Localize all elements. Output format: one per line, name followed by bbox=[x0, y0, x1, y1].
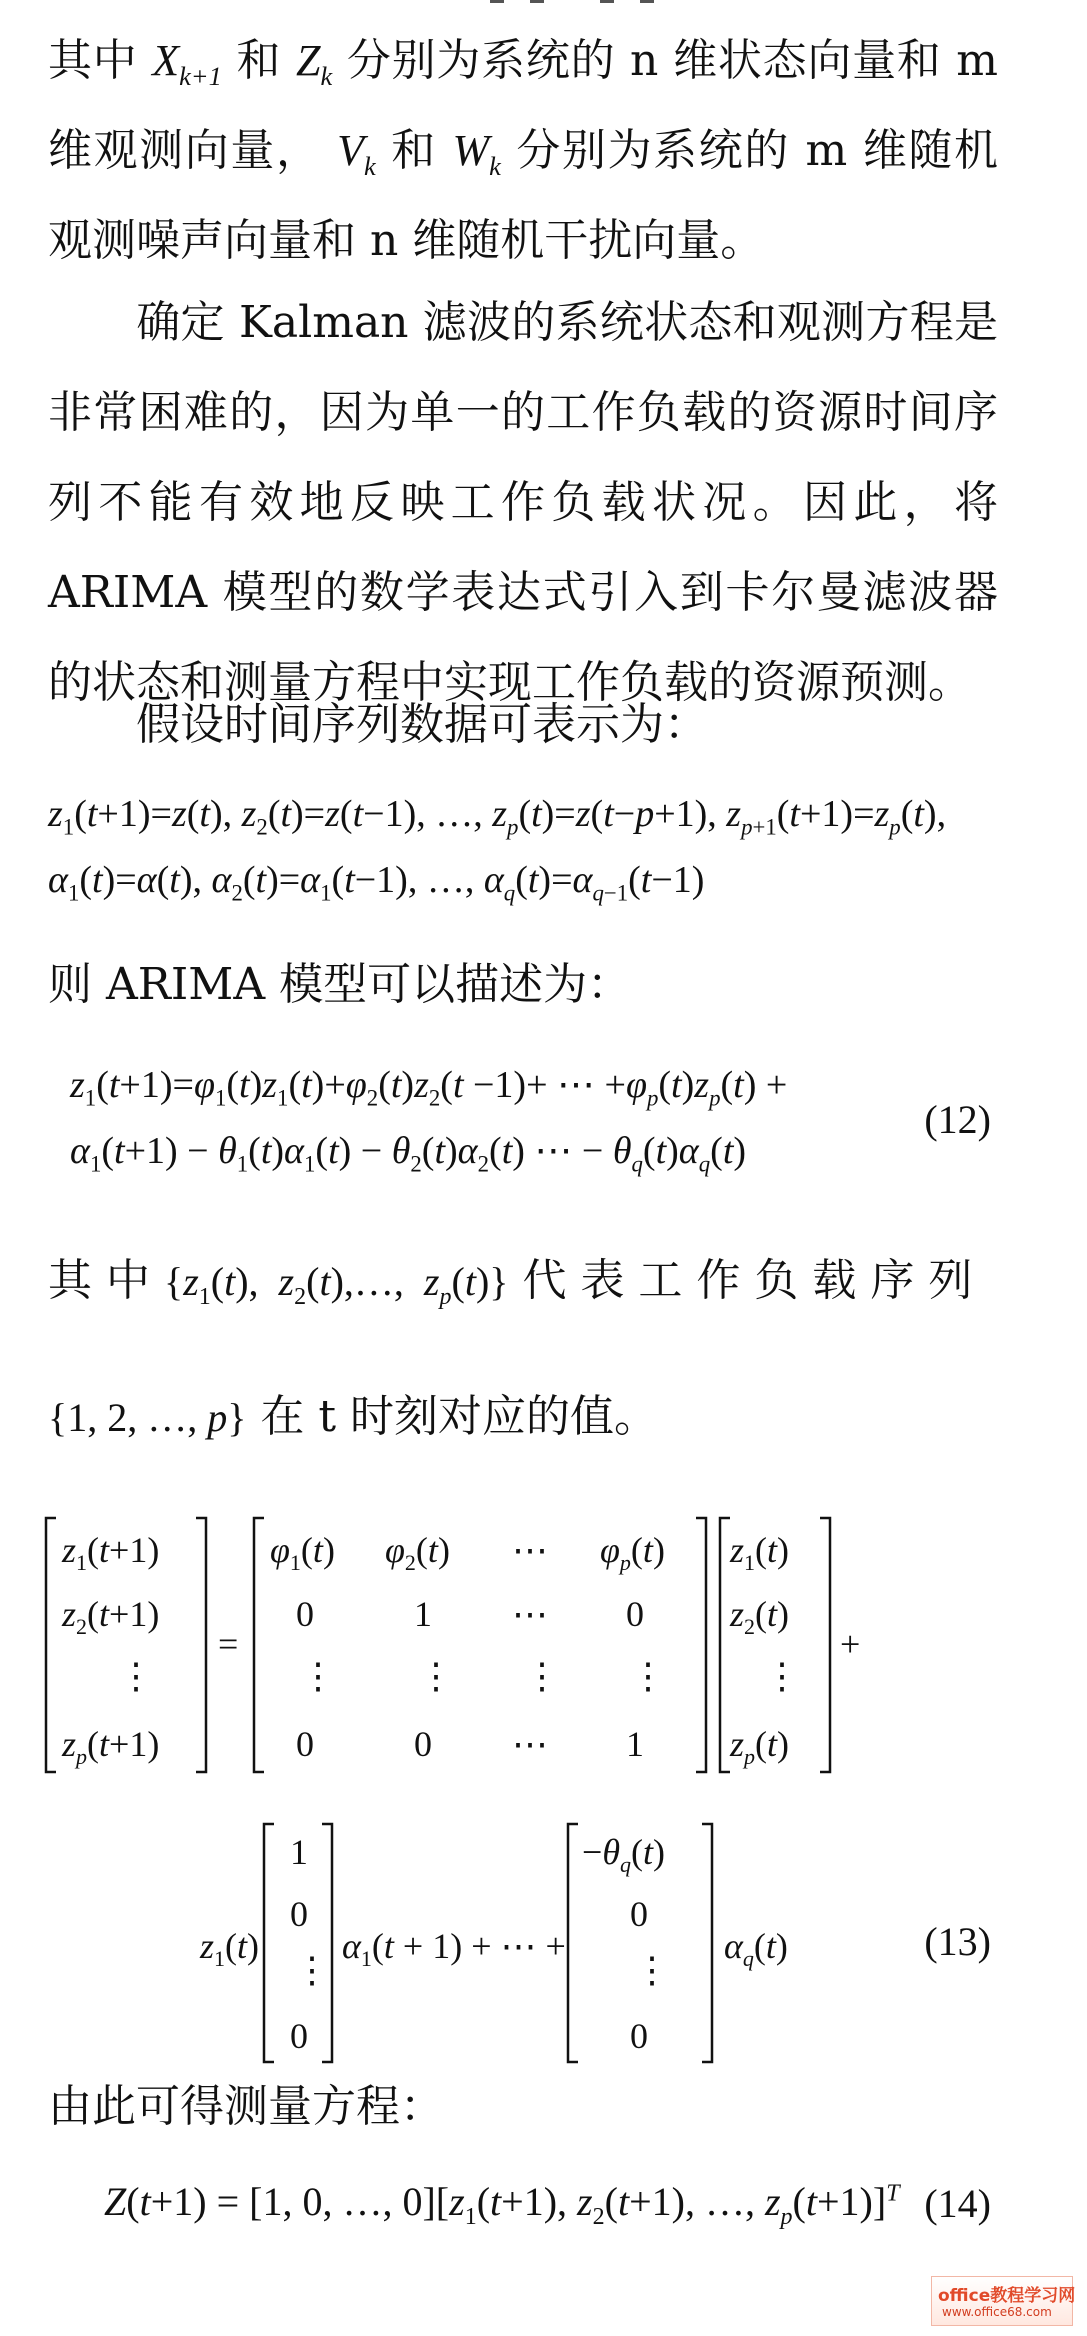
symbol-w: $W_k$ bbox=[452, 126, 501, 181]
paragraph-variable-definitions bbox=[48, 16, 998, 286]
cropped-header-marks bbox=[470, 0, 670, 10]
svg-text:⋮: ⋮ bbox=[524, 1656, 560, 1696]
paragraph-kalman-arima: 确定 Kalman 滤波的系统状态和观测方程是非常困难的，因为单一的工作负载的资源时间序列不能有效地反映工作负载状况。因此，将 ARIMA 模型的数学表达式引入到卡尔曼滤波器的状态和测量方程中实现工作负载的资源预测。 bbox=[48, 297, 998, 708]
svg-text:z1(t): $z_1(t)$ bbox=[730, 1530, 790, 1575]
svg-text:0: 0 bbox=[626, 1594, 644, 1634]
svg-text:0: 0 bbox=[630, 1894, 648, 1934]
site-watermark bbox=[931, 2276, 1076, 2326]
svg-text:z1(t+1): $z_1(t+1)$ bbox=[62, 1530, 160, 1575]
paragraph-arima-description: 则 ARIMA 模型可以描述为： bbox=[48, 959, 632, 1010]
symbol-x: $X_{k+1}$ bbox=[152, 36, 222, 91]
svg-text:z2(t+1): $z_2(t+1)$ bbox=[62, 1594, 160, 1639]
svg-text:1: 1 bbox=[290, 1832, 308, 1872]
svg-text:zp(t): $z_p(t)$ bbox=[730, 1724, 790, 1769]
svg-text:⋮: ⋮ bbox=[418, 1656, 454, 1696]
svg-text:⋮: ⋮ bbox=[764, 1656, 800, 1696]
svg-text:⋯: ⋯ bbox=[512, 1530, 548, 1570]
equation-14: Z(t+1) = [1, 0, …, $0][z_1(t+1)$, $z_2(t+1)$, …, $z_p(t+1)]^T$ bbox=[104, 2179, 900, 2230]
equation-13-matrix-part2 bbox=[190, 1818, 830, 2068]
svg-text:1: 1 bbox=[414, 1594, 432, 1634]
text-run: 和 bbox=[375, 125, 453, 176]
paragraph-sequence-meaning: 其 中 {$z_1(t)$, $z_2(t),\dots$, $z_p(t)$} 代 表 工 作 负 载 序 列 bbox=[48, 1255, 973, 1310]
svg-text:⋯: ⋯ bbox=[512, 1594, 548, 1634]
svg-text:−θq(t): $-\theta_q(t)$ bbox=[582, 1832, 666, 1877]
equation-12-line2: $\alpha_1(t+1) - \theta_1(t)\alpha_1(t) - \theta_2(t)\alpha_2(t)$ ⋯ − $\theta_q(t)\alpha_q(t)$ bbox=[70, 1130, 747, 1177]
svg-text:=: = bbox=[218, 1624, 239, 1664]
equation-13-matrix-part1 bbox=[40, 1510, 940, 1780]
paragraph-time-value: {1, 2, …, p} 在 t 时刻对应的值。 bbox=[48, 1391, 659, 1442]
svg-text:z2(t): $z_2(t)$ bbox=[730, 1594, 790, 1639]
svg-text:1: 1 bbox=[626, 1724, 644, 1764]
text-run: 分别为系统的 n 维状态向量和 m 维观测向量， bbox=[48, 35, 998, 176]
svg-text:⋮: ⋮ bbox=[294, 1950, 330, 1990]
svg-text:⋮: ⋮ bbox=[630, 1656, 666, 1696]
text-run: 和 bbox=[221, 35, 296, 86]
equation-number-12: (12) bbox=[924, 1097, 991, 1142]
svg-text:φ1(t): $\varphi_1(t)$ bbox=[270, 1530, 335, 1575]
svg-text:0: 0 bbox=[290, 2016, 308, 2056]
svg-text:φ2(t): $\varphi_2(t)$ bbox=[385, 1530, 450, 1575]
svg-text:0: 0 bbox=[296, 1594, 314, 1634]
svg-text:α1(t + 1) + ⋯ +: $\alpha_1(t + 1)$ + ⋯ + bbox=[342, 1926, 566, 1971]
svg-text:+: + bbox=[840, 1624, 861, 1664]
svg-text:0: 0 bbox=[296, 1724, 314, 1764]
text-run: 分别为系统的 m 维随机观测噪声向量和 n 维随机干扰向量。 bbox=[48, 125, 998, 266]
equation-number-14: (14) bbox=[924, 2181, 991, 2226]
watermark-url: www.office68.com bbox=[942, 2305, 1052, 2319]
equation-state-definition-line1: $z_1(t+1)=z(t)$, $z_2(t)=z(t-1)$, …, $z_p(t)=z(t-p+1)$, $z_{p+1}(t+1)=z_p(t)$, bbox=[48, 793, 947, 840]
svg-text:φp(t): $\varphi_p(t)$ bbox=[600, 1530, 665, 1575]
equation-number-13: (13) bbox=[924, 1919, 991, 1964]
svg-text:⋮: ⋮ bbox=[634, 1950, 670, 1990]
svg-text:z1(t): $z_1(t)$ bbox=[200, 1926, 260, 1971]
equation-state-definition-line2: $\alpha_1(t)=\alpha(t)$, $\alpha_2(t)=\alpha_1(t-1)$, …, $\alpha_q(t)=\alpha_{q-1}(t-1)$ bbox=[48, 859, 705, 906]
watermark-title: office教程学习网 bbox=[938, 2286, 1076, 2306]
svg-text:0: 0 bbox=[290, 1894, 308, 1934]
paragraph-assumption: 假设时间序列数据可表示为： bbox=[136, 699, 708, 750]
svg-text:αq(t): $\alpha_q(t)$ bbox=[724, 1926, 788, 1971]
equation-12-line1: $z_1(t+1)=\varphi_1(t)z_1(t)+\varphi_2(t)z_2(t -1)+$ ⋯ $+\varphi_p(t)z_p(t)$ + bbox=[70, 1064, 788, 1111]
svg-text:zp(t+1): $z_p(t+1)$ bbox=[62, 1724, 160, 1769]
svg-text:⋯: ⋯ bbox=[512, 1724, 548, 1764]
svg-text:0: 0 bbox=[414, 1724, 432, 1764]
svg-text:⋮: ⋮ bbox=[300, 1656, 336, 1696]
symbol-v: $V_k$ bbox=[337, 126, 376, 181]
svg-text:⋮: ⋮ bbox=[118, 1656, 154, 1696]
text-run: 其中 bbox=[48, 35, 153, 86]
paragraph-measurement-equation: 由此可得测量方程： bbox=[48, 2081, 444, 2132]
svg-text:0: 0 bbox=[630, 2016, 648, 2056]
symbol-z: $Z_k$ bbox=[296, 36, 333, 91]
